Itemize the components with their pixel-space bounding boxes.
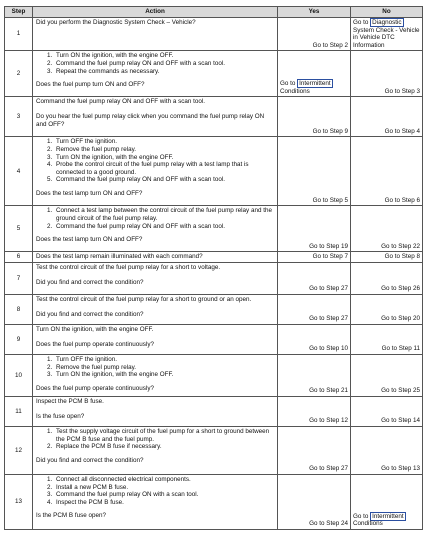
no-cell[interactable] <box>351 206 423 252</box>
action-list <box>36 138 274 184</box>
action-text: Test the control circuit of the fuel pump relay for a short to voltage. <box>36 263 221 271</box>
action-text: Does the test lamp remain illuminated with each command? <box>36 253 203 261</box>
header-no: No <box>351 7 423 18</box>
action-list <box>36 428 274 451</box>
list-item: 2. Remove the fuel pump relay. <box>54 146 274 154</box>
table-row <box>5 324 423 354</box>
list-item: 3. Turn ON the ignition, with the engine OFF. <box>54 371 274 379</box>
yes-link[interactable]: Go to Step 19 <box>309 242 348 250</box>
no-link[interactable]: Go to Step 14 <box>381 417 420 425</box>
table-row <box>5 354 423 396</box>
step-number: 2 <box>5 51 33 97</box>
list-item: 1. Connect all disconnected electrical components. <box>54 476 274 484</box>
yes-link[interactable]: Go to Step 21 <box>309 387 348 395</box>
list-item: 2. Install a new PCM B fuse. <box>54 484 274 492</box>
question-text: Does the fuel pump operate continuously? <box>36 384 154 392</box>
no-cell[interactable] <box>351 262 423 294</box>
no-link[interactable]: Go to Step 26 <box>381 285 420 293</box>
no-link[interactable]: Go to Step 11 <box>381 345 420 353</box>
list-item: 4. Inspect the PCM B fuse. <box>54 499 274 507</box>
table-row <box>5 252 423 263</box>
no-cell[interactable] <box>351 252 423 263</box>
yes-link[interactable]: Go to Step 24 <box>309 520 348 528</box>
table-row <box>5 18 423 51</box>
list-item: 3. Turn ON the ignition, with the engine OFF. <box>54 154 274 162</box>
table-row <box>5 51 423 97</box>
yes-cell[interactable] <box>278 262 351 294</box>
no-cell[interactable] <box>351 354 423 396</box>
step-number: 7 <box>5 262 33 294</box>
no-text: System Check - Vehicle in Vehicle DTC Information <box>353 26 420 49</box>
no-link[interactable]: Go to Step 8 <box>384 253 420 261</box>
table-row <box>5 396 423 426</box>
yes-cell[interactable] <box>278 294 351 324</box>
no-cell[interactable] <box>351 426 423 474</box>
no-link[interactable]: Go to Step 25 <box>381 387 420 395</box>
table-row <box>5 426 423 474</box>
no-text: Conditions <box>353 520 383 528</box>
table-row <box>5 262 423 294</box>
yes-link[interactable]: Go to Step 9 <box>312 127 348 135</box>
no-cell[interactable] <box>351 396 423 426</box>
list-item: 1. Turn OFF the ignition. <box>54 138 274 146</box>
list-item: 1. Test the supply voltage circuit of the fuel pump for a short to ground between the PCM B fuse and the fuel pump. <box>54 428 274 443</box>
table-row <box>5 474 423 529</box>
no-cell[interactable] <box>351 137 423 206</box>
yes-text: Go to <box>280 80 298 88</box>
no-cell <box>351 18 423 51</box>
table-row <box>5 294 423 324</box>
yes-link[interactable]: Go to Step 5 <box>312 196 348 204</box>
question-text: Did you find and correct the condition? <box>36 456 144 464</box>
no-link[interactable]: Go to Step 13 <box>381 465 420 473</box>
action-cell <box>33 262 278 294</box>
header-step: Step <box>5 7 33 18</box>
list-item: 2. Replace the PCM B fuse if necessary. <box>54 443 274 451</box>
action-list <box>36 476 274 506</box>
action-cell <box>33 324 278 354</box>
yes-link[interactable]: Go to Step 10 <box>309 345 348 353</box>
action-cell <box>33 426 278 474</box>
step-number: 5 <box>5 206 33 252</box>
yes-text: Conditions <box>280 87 310 95</box>
no-link[interactable]: Go to Step 3 <box>384 87 420 95</box>
header-yes: Yes <box>278 7 351 18</box>
action-cell <box>33 97 278 137</box>
list-item: 2. Command the fuel pump relay ON and OFF with a scan tool. <box>54 60 274 68</box>
list-item: 1. Connect a test lamp between the control circuit of the fuel pump relay and the ground circuit of the fuel pump relay. <box>54 207 274 222</box>
step-number: 4 <box>5 137 33 206</box>
list-item: 3. Command the fuel pump relay ON with a scan tool. <box>54 491 274 499</box>
no-text: Go to <box>353 19 371 26</box>
yes-cell[interactable] <box>278 206 351 252</box>
step-number: 9 <box>5 324 33 354</box>
header-action: Action <box>33 7 278 18</box>
step-number: 8 <box>5 294 33 324</box>
question-text: Did you find and correct the condition? <box>36 310 144 318</box>
yes-cell[interactable] <box>278 474 351 529</box>
action-cell <box>33 51 278 97</box>
no-cell[interactable] <box>351 51 423 97</box>
no-link[interactable]: Go to Step 4 <box>384 127 420 135</box>
question-text: Is the PCM B fuse open? <box>36 512 107 520</box>
diagnostic-table-container <box>4 6 422 530</box>
no-text: Go to <box>353 512 371 520</box>
list-item: 1. Turn OFF the ignition. <box>54 356 274 364</box>
yes-link[interactable]: Go to Step 7 <box>312 253 348 261</box>
step-number: 1 <box>5 18 33 51</box>
list-item: 4. Probe the control circuit of the fuel pump relay with a test lamp that is connected to a good ground. <box>54 161 274 176</box>
action-list <box>36 52 274 75</box>
action-list <box>36 356 274 379</box>
no-link[interactable]: Go to Step 22 <box>381 242 420 250</box>
yes-link[interactable]: Go to Step 27 <box>309 285 348 293</box>
list-item: 5. Command the fuel pump relay ON and OFF with a scan tool. <box>54 176 274 184</box>
action-list <box>36 207 274 230</box>
action-text: Command the fuel pump relay ON and OFF with a scan tool. <box>36 98 206 106</box>
step-number: 13 <box>5 474 33 529</box>
diagnostic-link[interactable]: Diagnostic <box>372 19 402 26</box>
list-item: 3. Repeat the commands as necessary. <box>54 68 274 76</box>
question-text: Does the test lamp turn ON and OFF? <box>36 236 143 244</box>
yes-cell[interactable] <box>278 396 351 426</box>
action-cell <box>33 252 278 263</box>
table-row <box>5 137 423 206</box>
table-row <box>5 206 423 252</box>
no-cell[interactable] <box>351 324 423 354</box>
yes-cell[interactable] <box>278 354 351 396</box>
action-cell <box>33 354 278 396</box>
list-item: 1. Turn ON the ignition, with the engine OFF. <box>54 52 274 60</box>
step-number: 3 <box>5 97 33 137</box>
action-cell <box>33 18 278 51</box>
step-number: 6 <box>5 252 33 263</box>
step-number: 12 <box>5 426 33 474</box>
no-link[interactable]: Go to Step 6 <box>384 196 420 204</box>
no-cell[interactable] <box>351 294 423 324</box>
action-cell <box>33 474 278 529</box>
yes-link[interactable]: Go to Step 2 <box>312 41 348 49</box>
question-text: Does the fuel pump turn ON and OFF? <box>36 81 145 89</box>
question-text: Is the fuse open? <box>36 412 85 420</box>
yes-cell[interactable] <box>278 137 351 206</box>
intermittent-link[interactable]: Intermittent <box>372 512 404 520</box>
yes-cell[interactable] <box>278 426 351 474</box>
action-cell <box>33 396 278 426</box>
question-text: Did you find and correct the condition? <box>36 278 144 286</box>
question-text: Does the test lamp turn ON and OFF? <box>36 189 143 197</box>
intermittent-link[interactable]: Intermittent <box>299 80 331 88</box>
action-text: Turn ON the ignition, with the engine OFF. <box>36 325 154 333</box>
action-cell <box>33 294 278 324</box>
action-cell <box>33 206 278 252</box>
action-text: Test the control circuit of the fuel pump relay for a short to ground or an open. <box>36 295 252 303</box>
action-text: Did you perform the Diagnostic System Check – Vehicle? <box>36 19 196 26</box>
step-number: 10 <box>5 354 33 396</box>
yes-cell[interactable] <box>278 18 351 51</box>
step-number: 11 <box>5 396 33 426</box>
no-link[interactable]: Go to Step 20 <box>381 315 420 323</box>
table-row <box>5 97 423 137</box>
list-item: 2. Remove the fuel pump relay. <box>54 364 274 372</box>
question-text: Does the fuel pump operate continuously? <box>36 340 154 348</box>
yes-link[interactable]: Go to Step 27 <box>309 465 348 473</box>
diagnostic-table <box>4 6 423 530</box>
yes-link[interactable]: Go to Step 27 <box>309 315 348 323</box>
yes-cell <box>278 51 351 97</box>
yes-cell[interactable] <box>278 324 351 354</box>
yes-cell[interactable] <box>278 97 351 137</box>
no-cell[interactable] <box>351 97 423 137</box>
action-cell <box>33 137 278 206</box>
yes-link[interactable]: Go to Step 12 <box>309 417 348 425</box>
action-text: Inspect the PCM B fuse. <box>36 397 104 405</box>
question-text: Do you hear the fuel pump relay click when you command the fuel pump relay ON and OFF? <box>36 112 265 128</box>
no-cell <box>351 474 423 529</box>
list-item: 2. Command the fuel pump relay ON and OFF with a scan tool. <box>54 223 274 231</box>
header-row <box>5 7 423 18</box>
yes-cell[interactable] <box>278 252 351 263</box>
